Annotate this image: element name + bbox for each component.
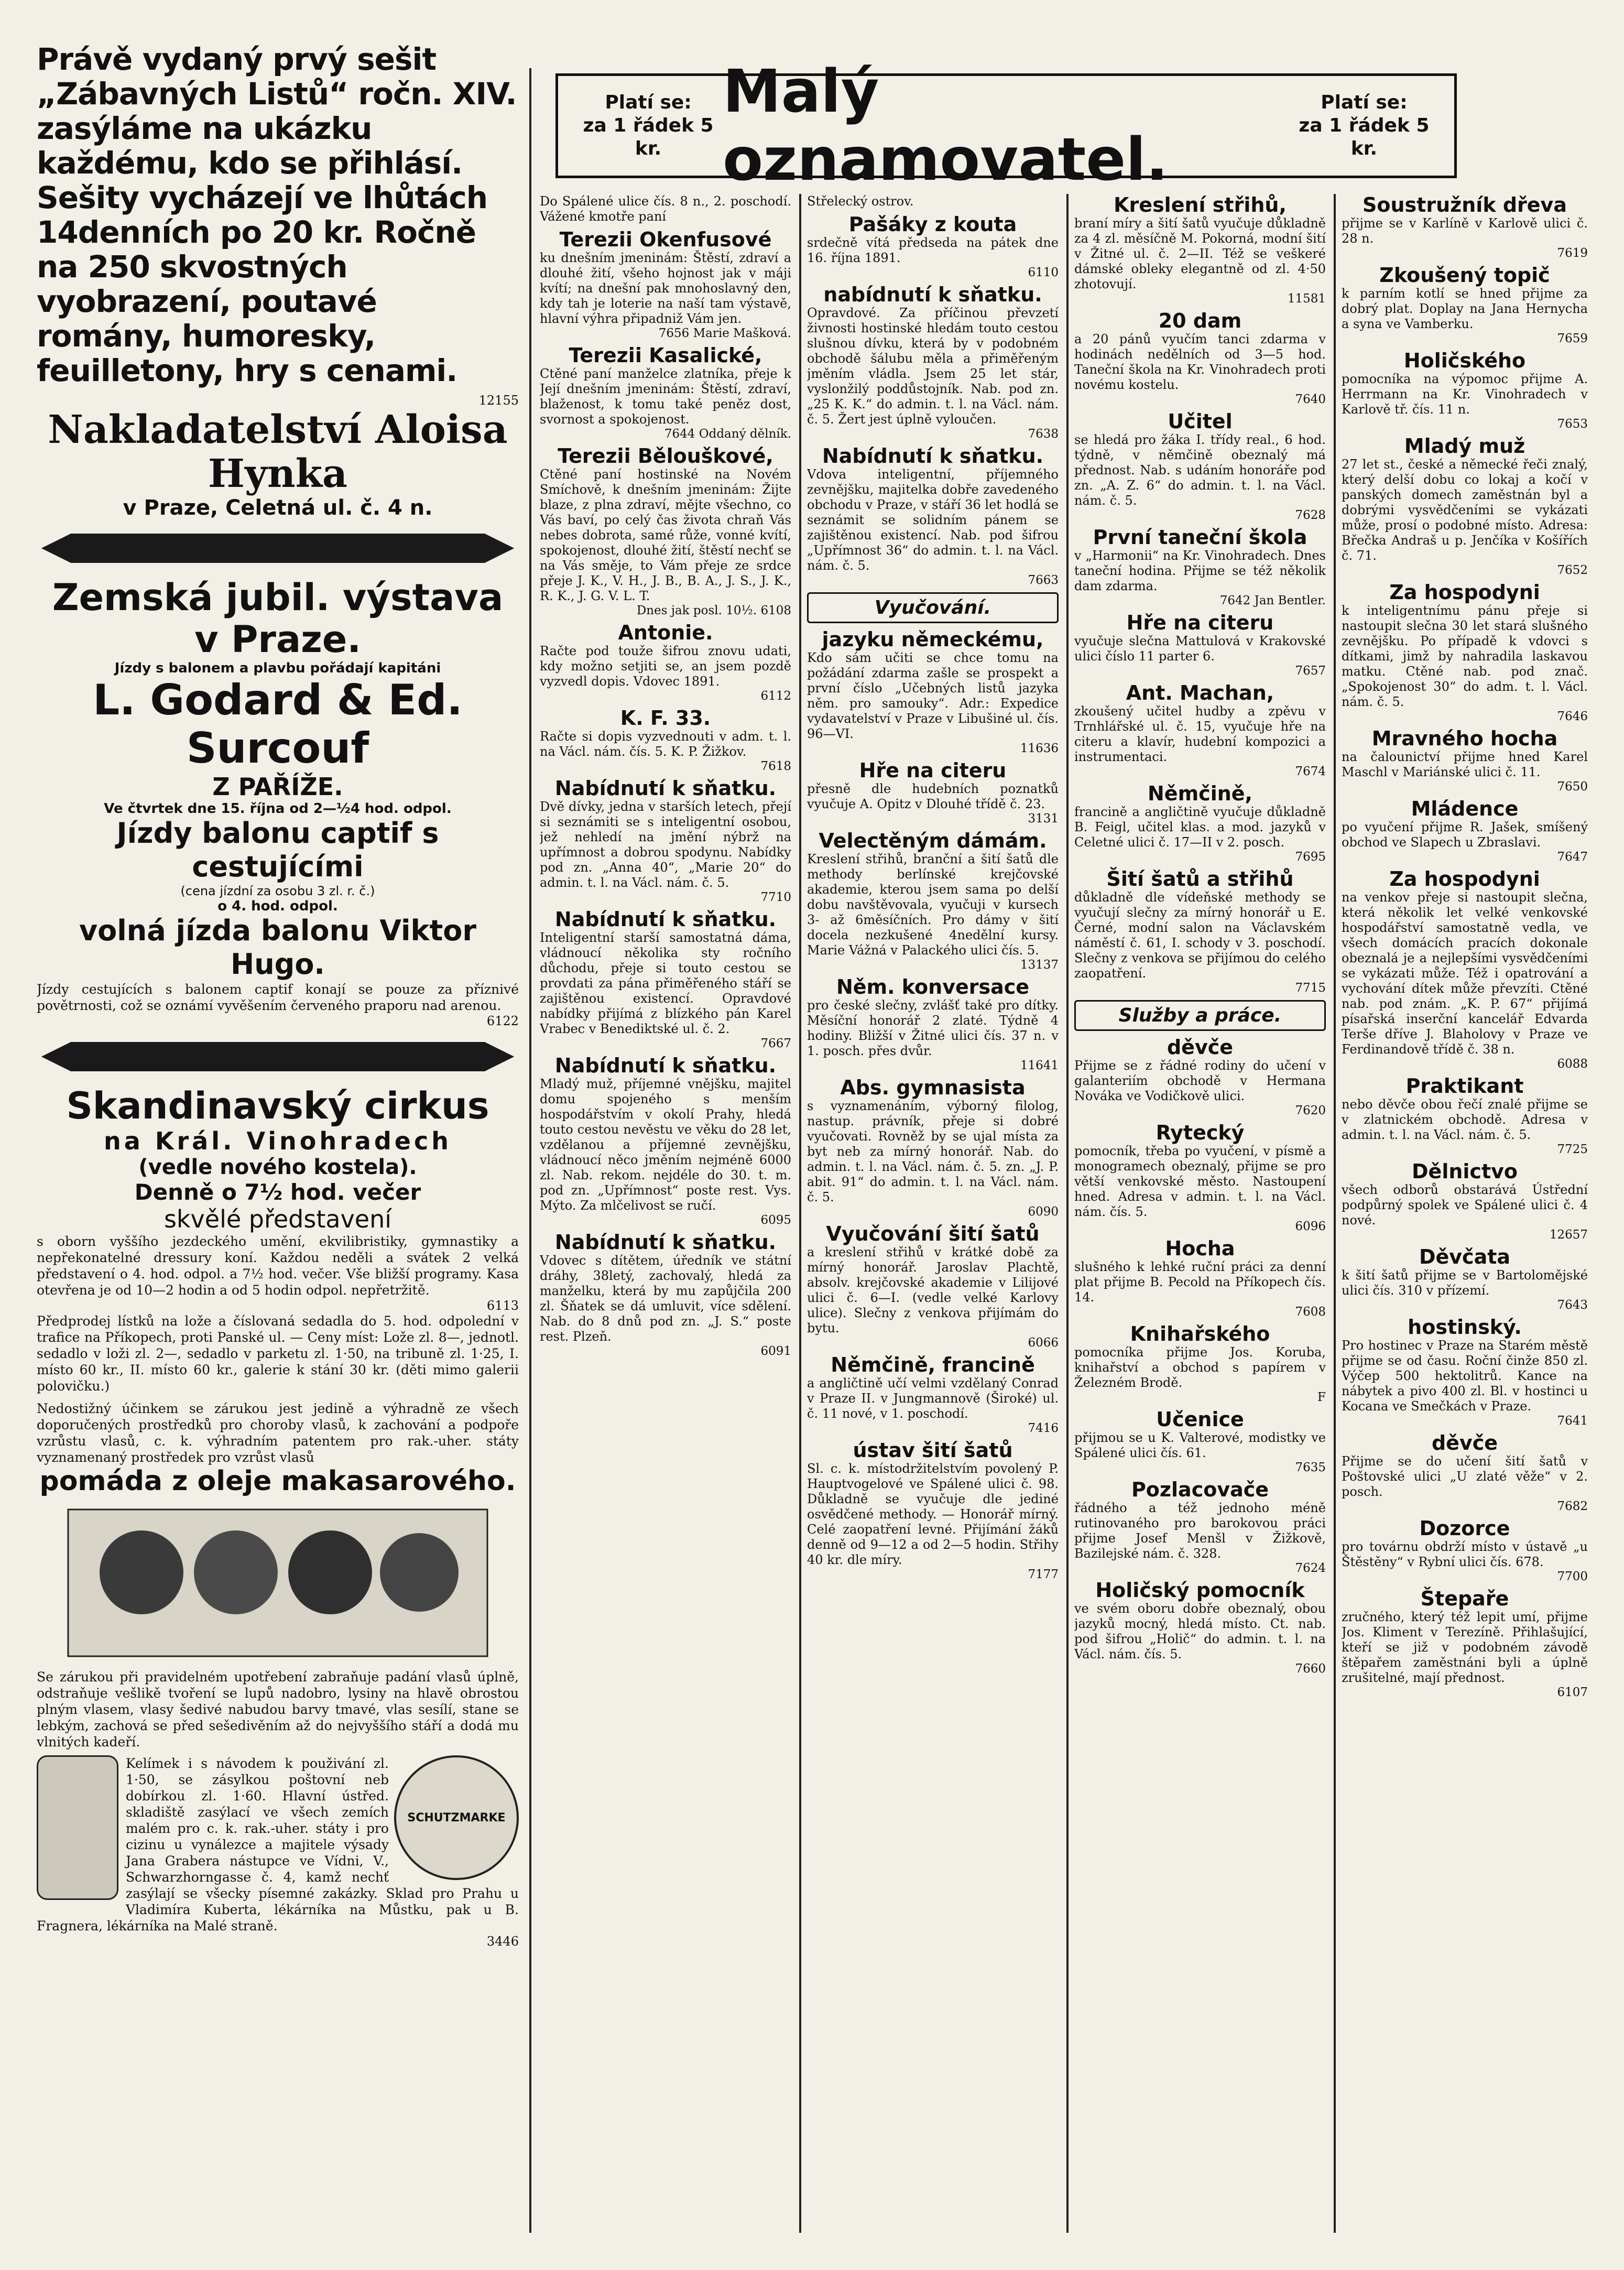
classified-ad xyxy=(540,445,791,617)
ad-body: Dvě dívky, jedna v starších letech, přejí si seznámiti se s inteligentní osobou, jež nehledí na jmění nýbrž na upřímnost a dobrou spodynu. Nabídky pod zn. „Anna 40“, „Marie 20“ do admin. t. l. na Václ. nám. č. 5. xyxy=(540,799,791,890)
ad-number: 7660 xyxy=(1295,1662,1326,1676)
ad-body: ve svém oboru dobře obeznalý, obou jazyků mocný, hledá místo. Ct. nab. pod šifrou „Holič“ do admin. t. l. na Václ. nám. čís. 5. xyxy=(1074,1601,1326,1661)
pomade-price: Kelímek i s návodem k použivání zl. 1·50, se zásylkou poštovní neb dobírkou zl. 1·60. Hlavní ústřed. skladiště zasýlací ve všech zemích malém pro c. k. rak.-uher. státy i pro cizinu u vynálezce a majitele výsady Jana Grabera nástupce ve Vídni, V., Schwarzhorngasse č. 4, kamž nechť zasýlají se všecky písemné zakázky. Sklad pro Prahu u Vladimíra Kuberta, lékárníka na Můstku, pak u B. Fragnera, lékárníka na Malé straně. xyxy=(37,1756,519,1934)
ad-heading: Hře na citeru xyxy=(859,759,1007,782)
classified-ad xyxy=(1342,798,1588,864)
ad-body: pro továrnu obdrží místo v ústavě „u Štěstěny“ v Rybní ulici čís. 678. xyxy=(1342,1539,1588,1569)
ad-body: Střelecký ostrov. xyxy=(807,194,914,209)
ad-number: F xyxy=(1317,1391,1326,1404)
classified-ad xyxy=(1074,1036,1326,1117)
ad-number: 7674 xyxy=(1295,765,1326,778)
ad-heading: Mládence xyxy=(1411,797,1519,820)
ad-number: 7643 xyxy=(1557,1298,1588,1312)
expo-note: Jízdy cestujících s balonem captif konají se pouze za příznivé povětrnosti, což se oznámí vyvěšením červeného praporu nad arenou. xyxy=(37,982,519,1013)
column-rule-2 xyxy=(799,194,801,2233)
ad-number: 6091 xyxy=(760,1344,791,1358)
expo-city: Z PAŘÍŽE. xyxy=(212,773,343,801)
expo-title: Zemská jubil. výstava v Praze. xyxy=(52,576,504,661)
ad-number: 7695 xyxy=(1295,850,1326,864)
promo-number: 12155 xyxy=(478,393,519,408)
ad-body: vyučuje slečna Mattulová v Krakovské ulici číslo 11 parter 6. xyxy=(1074,634,1326,664)
classified-ad xyxy=(807,976,1059,1072)
pomade-offer xyxy=(37,1755,519,1934)
classified-ad xyxy=(1342,1246,1588,1312)
expo-time: o 4. hod. odpol. xyxy=(217,898,338,914)
classified-ad xyxy=(1074,682,1326,778)
trademark-stamp: SCHUTZMARKE xyxy=(394,1755,519,1880)
ad-heading: Mravného hocha xyxy=(1371,727,1558,750)
classified-column-3 xyxy=(1074,194,1326,2233)
classified-ad xyxy=(807,830,1059,972)
ad-number: 7628 xyxy=(1295,508,1326,522)
ad-body: na čalounictví přijme hned Karel Maschl v Mariánské ulici č. 11. xyxy=(1342,750,1588,779)
ad-number: 7640 xyxy=(1295,393,1326,406)
ad-number: Dnes jak posl. 10½. 6108 xyxy=(636,604,791,617)
ad-body: po vyučení přijme R. Jašek, smíšený obchod ve Slapech u Zbraslavi. xyxy=(1342,820,1588,850)
classified-ad xyxy=(540,194,791,224)
ad-body: Opravdové. Za příčinou převzetí živnosti hostinské hledám touto cestou slušnou dívku, která by v podobném obchodě šálubu měla a přiměřeným jměním vládla. Jsem 25 let stár, vyslonžilý poddůstojník. Nab. pod zn. „25 K. K.“ do admin. t. l. na Václ. nám. č. 5. Žert jest úplně vyloučen. xyxy=(807,306,1059,427)
ad-number: 7667 xyxy=(760,1037,791,1050)
classified-ad xyxy=(1342,264,1588,345)
portrait-illustration xyxy=(37,1504,519,1661)
ad-body: k inteligentnímu pánu přeje si nastoupit slečna 30 let stará slušného zevnějšku. Po případě k vdovci s dítkami, jimž by nahradila laskavou matku. Ctěné nab. pod znač. „Spokojenost 30“ do adm. t. l. Václ. nám. č. 5. xyxy=(1342,603,1588,709)
classified-ad xyxy=(1074,1479,1326,1575)
expo-ride: Jízdy balonu captif s cestujícími xyxy=(116,817,439,883)
classified-ad xyxy=(1342,1316,1588,1428)
rate-left-label: Platí se: xyxy=(605,92,692,113)
ad-heading: Děvčata xyxy=(1419,1245,1511,1268)
classified-ad xyxy=(1074,868,1326,995)
classified-ad xyxy=(1074,1323,1326,1404)
column-rule-1 xyxy=(529,68,531,2233)
classified-ad xyxy=(1074,783,1326,864)
ad-heading: jazyku německému, xyxy=(822,628,1044,651)
ad-body: a kreslení střihů v krátké době za mírný honorář. Jaroslav Plachtě, absolv. krejčovské akademie v Lilijové ulici č. 6—I. (vedle velké Karlovy ulice). Slečny z venkova přijímám do bytu. xyxy=(807,1245,1059,1335)
ad-heading: Abs. gymnasista xyxy=(840,1076,1026,1099)
ad-number: 7715 xyxy=(1295,981,1326,995)
ad-heading: Terezii Kasalické, xyxy=(569,344,762,367)
ornament-band-2 xyxy=(37,1042,519,1071)
ad-body: a angličtině učí velmi vzdělaný Conrad v Praze II. v Jungmannově (Široké) ul. č. 11 nové, v 1. poschodí. xyxy=(807,1376,1059,1421)
ad-body: pomocníka na výpomoc přijme A. Herrmann na Kr. Vinohradech v Karlově tř. čís. 11 n. xyxy=(1342,372,1588,417)
ad-body: důkladně dle vídeňské methody se vyučují slečny za mírný honorář u E. Černé, modní salon na Václavském náměstí č. 61, I. schody v 3. poschodí. Slečny z venkova se přijímou do celého zaopatření. xyxy=(1074,890,1326,981)
ad-number: 7641 xyxy=(1557,1414,1588,1428)
ad-body: braní míry a šití šatů vyučuje důkladně za 4 zl. měsíčně M. Pokorná, modní šití v Žitné ul. č. 2—II. Též se veškeré dámské obleky elegantně od zl. 4·50 zhotovují. xyxy=(1074,216,1326,291)
ad-number: 6088 xyxy=(1557,1057,1588,1071)
ad-number: 7682 xyxy=(1557,1500,1588,1513)
rate-right xyxy=(1290,91,1438,160)
ad-heading: Za hospodyni xyxy=(1389,867,1540,890)
ad-heading: Holičský pomocník xyxy=(1095,1579,1305,1602)
ad-number: 11581 xyxy=(1287,292,1326,306)
ad-number: 6090 xyxy=(1028,1205,1059,1219)
ad-number: 7652 xyxy=(1557,563,1588,577)
ad-body: Ctěné paní manželce zlatníka, přeje k Její dnešním jmeninám: Štěstí, zdraví, blaženost, k tomu také peněz dost, svornost a spokojenost. xyxy=(540,366,791,427)
ad-number: 7620 xyxy=(1295,1104,1326,1117)
ad-body: Vdovec s dítětem, úředník ve státní dráhy, 38letý, zachovalý, hledá za manželku, která by mu zapůjčila 200 zl. Šňatek se dá umluvit, více sdělení. Nab. do 8 dnů pod zn. „J. S.“ poste rest. Plzeň. xyxy=(540,1253,791,1344)
ad-heading: Dozorce xyxy=(1419,1517,1510,1540)
ad-heading: Něm. konversace xyxy=(836,975,1030,998)
classified-column-4 xyxy=(1342,194,1588,2233)
classified-ad xyxy=(1342,1075,1588,1156)
ad-heading: Pašáky z kouta xyxy=(848,213,1017,236)
circus-number: 6113 xyxy=(486,1298,519,1313)
ad-heading: děvče xyxy=(1167,1036,1234,1059)
ad-number: 7650 xyxy=(1557,780,1588,794)
ad-number: 7647 xyxy=(1557,850,1588,864)
rate-left-value: za 1 řádek 5 kr. xyxy=(583,115,714,159)
ad-number: 7638 xyxy=(1028,427,1059,441)
circus-daily: Denně o 7½ hod. večer xyxy=(134,1179,421,1205)
promo-text: Právě vydaný prvý sešit „Zábavných Listů“ ročn. XIV. zasýláme na ukázku každému, kdo se přihlásí. Sešity vycházejí ve lhůtách 14denních po 20 kr. Ročně na 250 skvostných vyobrazení, poutavé romány, humoresky, feuilletony, hry s cenami. xyxy=(37,42,517,388)
ad-body: na venkov přeje si nastoupit slečna, která několik let velké venkovské hospodářství samostatně vedla, ve všech domácích pracích dokonale obeznalá je a nejlepšími vysvědčeními se vykázati může. Též i opatrování a vychování dítek může převzíti. Ctěné nab. pod znám. „K. P. 67“ přijímá písařská inserční kancelář Edvarda Terše dříve J. Blaholovy v Praze ve Ferdinandově třídě č. 38 n. xyxy=(1342,890,1588,1057)
section-heading: Vyučování. xyxy=(807,592,1059,623)
ad-heading: Němčině, francině xyxy=(831,1353,1035,1376)
ad-body: přijmou se u K. Valterové, modistky ve Spálené ulici čís. 61. xyxy=(1074,1430,1326,1460)
ad-body: Mladý muž, příjemné vnějšku, majitel domu spojeného s menším hospodářstvím v okolí Prahy, hledá touto cestou nevěstu ve věku do 28 let, vzdělanou a příjemné zevnějšku, vládnoucí něco jměním nejméně 6000 zl. Nab. rekom. nejdéle do 30. t. m. pod zn. „Upřímnost“ poste rest. Vys. Mýto. Za mlčelivost se ručí. xyxy=(540,1077,791,1213)
ad-heading: První taneční škola xyxy=(1093,526,1307,549)
ad-heading: Nabídnutí k sňatku. xyxy=(554,777,777,800)
ad-number: 6110 xyxy=(1028,266,1059,279)
ad-number: 7653 xyxy=(1557,417,1588,431)
ad-number: 6112 xyxy=(760,689,791,703)
ad-body: Sl. c. k. místodržitelstvím povolený P. Hauptvogelové ve Spálené ulici č. 98. Důkladně se vyučuje dle jediné osvědčené methody. — Honorář mírný. Celé zaopatření levné. Přijímání žáků denně od 9—12 a od 2—5 hodin. Střihy 40 kr. dle míry. xyxy=(807,1461,1059,1567)
ad-body: s vyznamenáním, výborný filolog, nastup. právník, přeje si dobré vyučovati. Rovněž by se ujal místa za byt neb za mírný honorář. Nab. do admin. t. l. na Václ. nám. č. 5. zn. „J. P. abit. 91“ do admin. t. l. na Václ. nám. č. 5. xyxy=(807,1099,1059,1204)
ad-heading: Dělnictvo xyxy=(1412,1160,1518,1183)
ad-number: 6095 xyxy=(760,1213,791,1227)
ad-number: 7635 xyxy=(1295,1461,1326,1474)
ad-heading: Terezii Bělouškové, xyxy=(558,444,773,468)
ad-heading: Nabídnutí k sňatku. xyxy=(554,1231,777,1254)
classified-ad xyxy=(540,622,791,703)
classified-ad xyxy=(540,1231,791,1358)
ad-heading: Knihařského xyxy=(1130,1322,1270,1345)
ad-number: 11636 xyxy=(1020,742,1059,755)
rate-left xyxy=(574,91,723,160)
column-rule-4 xyxy=(1334,194,1336,2233)
expo-free-ride: volná jízda balonu Viktor Hugo. xyxy=(79,914,477,981)
ad-body: srdečně vítá předseda na pátek dne 16. října 1891. xyxy=(807,235,1059,265)
ad-heading: Soustružník dřeva xyxy=(1363,194,1567,216)
ad-number: 7700 xyxy=(1557,1570,1588,1583)
ad-number: 7657 xyxy=(1295,664,1326,678)
classified-ad xyxy=(807,628,1059,755)
ad-heading: Nabídnutí k sňatku. xyxy=(822,444,1044,468)
ad-heading: Praktikant xyxy=(1405,1074,1524,1098)
classified-ad xyxy=(807,759,1059,826)
classified-ad xyxy=(807,1223,1059,1350)
faces-engraving xyxy=(37,1504,519,1661)
ad-body: slušného k lehké ruční práci za denní plat přijme B. Pecold na Příkopech čís. 14. xyxy=(1074,1259,1326,1305)
ad-heading: 20 dam xyxy=(1158,309,1242,332)
ad-heading: Šití šatů a střihů xyxy=(1106,867,1294,890)
ad-body: v „Harmonii“ na Kr. Vinohradech. Dnes taneční hodina. Přijme se též několik dam zdarma. xyxy=(1074,548,1326,593)
masthead-title: Malý oznamovatel. xyxy=(723,58,1169,194)
ad-heading: Nabídnutí k sňatku. xyxy=(554,908,777,931)
left-column xyxy=(37,42,519,2233)
classified-ad xyxy=(1074,410,1326,522)
ad-heading: Nabídnutí k sňatku. xyxy=(554,1054,777,1077)
classified-masthead xyxy=(555,58,1457,194)
ad-heading: nabídnutí k sňatku. xyxy=(823,283,1042,306)
classified-ad xyxy=(1074,1408,1326,1474)
classified-ad xyxy=(540,707,791,773)
ad-number: 7656 Marie Mašková. xyxy=(658,327,791,340)
ad-number: 7646 xyxy=(1557,710,1588,723)
ad-heading: Rytecký xyxy=(1156,1121,1245,1144)
circus-body-2: Předprodej lístků na lože a číslovaná sedadla do 5. hod. odpolední v trafice na Příkopech, proti Panské ul. — Ceny míst: Lože zl. 8—, jednotl. sedadlo v loži zl. 2—, sedadlo v parketu zl. 1·50, na tribuně zl. 1·25, I. místo 60 kr., II. místo 60 kr., galerie k stání 30 kr. (děti mimo galerii polovičku.) xyxy=(37,1313,519,1394)
expo-subtitle: Jízdy s balonem a plavbu pořádají kapitáni xyxy=(114,660,441,676)
classified-ad xyxy=(1342,1517,1588,1583)
pomade-title: pomáda z oleje makasarového. xyxy=(39,1465,516,1497)
ad-heading: Velectěným dámám. xyxy=(819,829,1047,852)
classified-ad xyxy=(1342,1160,1588,1242)
ad-body: Pro hostinec v Praze na Starém městě přijme se od času. Roční činže 850 zl. Výčep 500 hektolitrů. Kance na nábytek a pivo 400 zl. Bl. v hostinci u Kocana ve Smečkách v Praze. xyxy=(1342,1338,1588,1414)
ad-heading: Vyučování šití šatů xyxy=(826,1222,1040,1245)
column-rule-3 xyxy=(1066,194,1069,2233)
ad-body: nebo děvče obou řečí znalé přijme se v zlatnickém obchodě. Adresa v admin. t. l. na Václ. nám. č. 5. xyxy=(1342,1097,1588,1142)
circus-where: (vedle nového kostela). xyxy=(138,1155,417,1179)
classified-ad xyxy=(540,1055,791,1227)
ad-heading: Hocha xyxy=(1165,1237,1235,1260)
ad-body: přijme se v Karlíně v Karlově ulici č. 28 n. xyxy=(1342,216,1588,246)
ad-number: 7416 xyxy=(1028,1421,1059,1435)
ad-heading: ústav šití šatů xyxy=(853,1439,1013,1462)
ad-body: pomocníka přijme Jos. Koruba, knihařství a obchod s papírem v Železném Brodě. xyxy=(1074,1345,1326,1390)
ad-number: 7663 xyxy=(1028,573,1059,587)
classified-ad xyxy=(807,1077,1059,1219)
ad-body: se hledá pro žáka I. třídy real., 6 hod. týdně, v němčině obeznalý má přednost. Nab. s udáním honoráře pod zn. „A. Z. 6“ do admin. t. l. na Václ. nám. č. 5. xyxy=(1074,432,1326,508)
classified-ad xyxy=(1342,581,1588,723)
ad-heading: Mladý muž xyxy=(1404,435,1525,458)
ad-number: 7177 xyxy=(1028,1568,1059,1581)
expo-number: 6122 xyxy=(486,1014,519,1028)
circus-title: Skandinavský cirkus xyxy=(66,1084,489,1127)
pomade-body: Se zárukou při pravidelném upotřebení zabraňuje padání vlasů úplně, odstraňuje vešlikě tvoření se lupů nadobro, lysiny na hlavě obrostou plným vlasem, vlasy šedivé nabudou barvy tmavé, vlas sesílí, stane se lebkým, zachová se před sešedivěním až do nejvyššího stáří a dodá mu vlnitých kadeří. xyxy=(37,1669,519,1750)
classified-ad xyxy=(540,777,791,904)
expo-date: Ve čtvrtek dne 15. října od 2—½4 hod. odpol. xyxy=(104,801,452,817)
ad-number: 6096 xyxy=(1295,1220,1326,1233)
ad-body: pomocník, třeba po vyučení, v písmě a monogramech obeznalý, přijme se pro větší venkovské město. Nastoupení hned. Adresa v admin. t. l. na Václ. nám. čís. 5. xyxy=(1074,1144,1326,1219)
ad-heading: Učenice xyxy=(1156,1408,1244,1431)
ad-body: a 20 pánů vyučím tanci zdarma v hodinách nedělních od 3—5 hod. Taneční škola na Kr. Vinohradech proti novému kostelu. xyxy=(1074,332,1326,392)
jar-illustration xyxy=(37,1755,118,1900)
classified-ad xyxy=(1074,1122,1326,1233)
classified-ad xyxy=(1074,1237,1326,1319)
ad-heading: Antonie. xyxy=(618,621,713,644)
ad-number: 7642 Jan Bentler. xyxy=(1219,594,1326,607)
ad-number: 7725 xyxy=(1557,1143,1588,1156)
ad-heading: Pozlacovače xyxy=(1131,1478,1269,1501)
classified-ad xyxy=(807,1439,1059,1581)
ad-heading: Terezii Okenfusové xyxy=(559,228,772,251)
ad-heading: K. F. 33. xyxy=(620,707,711,730)
ad-number: 7618 xyxy=(760,759,791,773)
ad-body: Račte pod touže šifrou znovu udati, kdy možno setjiti se, an jsem pozdě vyzvedl dopis. Vdovec 1891. xyxy=(540,644,791,689)
classified-ad xyxy=(540,344,791,441)
ad-body: Ctěné paní hostinské na Novém Smíchově, k dnešním jmeninám: Žijte blaze, z plna zdraví, mějte všechno, co Vás baví, po celý čas života chraň Vás nebes dobrota, samé růže, vonné kvítí, spokojenost, dlouhé žití, štěstí nechť se na Vás směje, to Vám přeje ze srdce přeje J. K., V. H., J. B., B. A., J. S., J. K., R. K., J. G. V. L. T. xyxy=(540,467,791,603)
ad-body: všech odborů obstarává Ústřední podpůrný spolek ve Spálené ulici č. 4 nové. xyxy=(1342,1182,1588,1228)
ad-number: 13137 xyxy=(1020,958,1059,972)
ad-number: 7608 xyxy=(1295,1305,1326,1319)
section-heading: Služby a práce. xyxy=(1074,1000,1326,1031)
ad-body: k šití šatů přijme se v Bartolomějské ulici čís. 310 v přízemí. xyxy=(1342,1268,1588,1298)
ad-body: Račte si dopis vyzvednouti v adm. t. l. na Václ. nám. čís. 5. K. P. Žižkov. xyxy=(540,729,791,759)
ad-body: přesně dle hudebních poznatků vyučuje A. Opitz v Dlouhé třídě č. 23. xyxy=(807,781,1059,811)
classified-ad xyxy=(1074,1579,1326,1676)
ad-body: Kreslení střihů, branční a šití šatů dle methody berlínské krejčovské akademie, kterou jsem sama po delší dobu navštěvovala, vyučuji v kursech 3- až 6měsíčních. Pro dámy v šití docela nezkušené 4nedělní kursy. Marie Vážná v Palackého ulici čís. 5. xyxy=(807,852,1059,958)
rate-right-label: Platí se: xyxy=(1321,92,1408,113)
ad-heading: Učitel xyxy=(1168,410,1233,433)
ad-body: k parním kotlí se hned přijme za dobrý plat. Doplay na Jana Hernycha a syna ve Vamberku. xyxy=(1342,286,1588,331)
ad-heading: Štepaře xyxy=(1420,1587,1509,1610)
pomade-number: 3446 xyxy=(486,1934,519,1949)
ad-body: francině a angličtině vyučuje důkladně B. Feigl, učitel klas. a mod. jazyků v Celetné ulici č. 17—II v 2. posch. xyxy=(1074,805,1326,850)
ad-body: ku dnešním jmeninám: Štěstí, zdraví a dlouhé žití, všeho hojnost jak v máji kvítí; na dnešní pak mnohoslavný den, kdy tah je loterie na naší tam výstavě, hlavní výhra připadniž Vám jen. xyxy=(540,251,791,326)
ad-body: zkoušený učitel hudby a zpěvu v Trnhlářské ul. č. 15, vyučuje hře na citeru a klavír, hudební kompozici a instrumentaci. xyxy=(1074,704,1326,764)
classified-ad xyxy=(1074,612,1326,678)
newspaper-page xyxy=(37,42,1588,2233)
classified-ad xyxy=(1342,727,1588,794)
ad-body: Do Spálené ulice čís. 8 n., 2. poschodí. Vážené kmotře paní xyxy=(540,194,791,224)
classified-ad xyxy=(1342,350,1588,431)
ad-number: 7710 xyxy=(760,890,791,904)
ad-heading: hostinský. xyxy=(1408,1316,1522,1339)
ad-number: 12657 xyxy=(1549,1228,1588,1242)
classified-ad xyxy=(807,213,1059,279)
expo-price: (cena jízdní za osobu 3 zl. r. č.) xyxy=(180,884,375,898)
classified-ad xyxy=(807,194,1059,209)
classified-ad xyxy=(1074,526,1326,607)
classified-ad xyxy=(1342,435,1588,577)
expo-names: L. Godard & Ed. Surcouf xyxy=(93,676,463,773)
ad-number: 3131 xyxy=(1028,812,1059,826)
classified-ad xyxy=(540,908,791,1050)
ad-body: pro české slečny, zvlášť také pro dítky. Měsíční honorář 2 zlaté. Týdně 4 hodiny. Bližší v Žitné ulici čís. 37 n. v 1. posch. přes dvůr. xyxy=(807,998,1059,1058)
ad-number: 7659 xyxy=(1557,332,1588,345)
ad-body: Vdova inteligentní, příjemného zevnějšku, majitelka dobře zavedeného obchodu v Praze, v stáří 36 let hodlá se seznámit se solidním pánem se zajištěnou existencí. Nab. pod šifrou „Upřímnost 36“ do admin. t. l. na Václ. nám. č. 5. xyxy=(807,467,1059,573)
classified-ad xyxy=(1074,310,1326,406)
ad-number: 6066 xyxy=(1028,1336,1059,1350)
classified-ad xyxy=(807,284,1059,441)
pomade-intro: Nedostižný účinkem se zárukou jest jedině a výhradně ze všech doporučených prostředků pro choroby vlasů, k zachování a podpoře vzrůstu vlasů, c. k. výhradním patentem pro rak.-uher. státy vyznamenaný prostředek pro vzrůst vlasů xyxy=(37,1401,519,1465)
ad-number: 7644 Oddaný dělník. xyxy=(664,427,791,441)
classified-ad xyxy=(1342,1588,1588,1699)
classified-column-1 xyxy=(540,194,791,2233)
ad-heading: Němčině, xyxy=(1148,782,1252,805)
ad-heading: Hře na citeru xyxy=(1126,611,1274,634)
ad-body: 27 let st., české a německé řeči znalý, který delší dobu co lokaj a kočí v panských domech zaměstnán byl a dobrými vysvědčeními se vykázati může, prosí o podobné místo. Adresa: Břečka Andraš u p. Jenčíka v Košířích č. 71. xyxy=(1342,457,1588,563)
circus-show: skvělé představení xyxy=(164,1205,392,1233)
classified-ad xyxy=(1074,194,1326,306)
ad-heading: děvče xyxy=(1431,1431,1498,1454)
ad-body: Přijme se do učení šití šatů v Poštovské ulici „U zlaté věže“ v 2. posch. xyxy=(1342,1454,1588,1499)
publisher-name: Nakladatelství Aloisa Hynka xyxy=(48,407,508,496)
circus-place: na Král. Vinohradech xyxy=(104,1127,452,1155)
classified-ad xyxy=(540,229,791,340)
classified-ad xyxy=(807,445,1059,587)
ad-body: Inteligentní starší samostatná dáma, vládnoucí několika sty ročního důchodu, přeje si touto cestou se provdati za pána přiměřeného stáří se zajištěnou existencí. Opravdové nabídky přijímá z blízkého pán Karel Vrabec v Benediktské ul. č. 2. xyxy=(540,930,791,1036)
ornament-band xyxy=(37,534,519,563)
ad-heading: Kreslení střihů, xyxy=(1114,194,1287,216)
ad-number: 11641 xyxy=(1020,1059,1059,1072)
classified-ad xyxy=(807,1354,1059,1435)
classified-ad xyxy=(1342,868,1588,1071)
rate-right-value: za 1 řádek 5 kr. xyxy=(1299,115,1430,159)
classified-ad xyxy=(1342,194,1588,260)
classified-column-2 xyxy=(807,194,1059,2233)
ad-heading: Holičského xyxy=(1403,349,1526,372)
ad-body: Kdo sám učiti se chce tomu na požádání zdarma zašle se prospekt a první číslo „Učebných listů jazyka něm. pro samouky“. Adr.: Expedice vydavatelství v Praze v Libušiné ul. čís. 96—VI. xyxy=(807,650,1059,741)
ad-body: Přijme se z řádné rodiny do učení v galanteriím obchodě v Hermana Nováka ve Vodičkově ulici. xyxy=(1074,1058,1326,1103)
publisher-address: v Praze, Celetná ul. č. 4 n. xyxy=(123,496,433,520)
ad-body: zručného, který též lepit umí, přijme Jos. Kliment v Terezíně. Přihlašující, kteří se již v podobném závodě štěpařem zaměstnáni byli a úplně zrušitelné, mají přednost. xyxy=(1342,1610,1588,1685)
ad-number: 6107 xyxy=(1557,1686,1588,1699)
ad-heading: Ant. Machan, xyxy=(1126,681,1274,704)
classified-ad xyxy=(1342,1432,1588,1513)
ad-body: řádného a též jednoho méně rutinovaného pro barokovou práci přijme Josef Menšl v Žižkově, Bazilejské nám. č. 328. xyxy=(1074,1501,1326,1561)
ad-number: 7624 xyxy=(1295,1561,1326,1575)
circus-body: s oborn vyššího jezdeckého umění, ekvilibristiky, gymnastiky a nepřekonatelné dressury koní. Každou neděli a svátek 2 velká představení o 4. hod. odpol. a 7½ hod. večer. Vše bližší programy. Kasa otevřena je od 10—2 hodin a od 5 hodin odpol. nepřetržitě. xyxy=(37,1234,519,1298)
ad-heading: Zkoušený topič xyxy=(1379,264,1550,287)
ad-heading: Za hospodyni xyxy=(1389,581,1540,604)
ad-number: 7619 xyxy=(1557,246,1588,260)
